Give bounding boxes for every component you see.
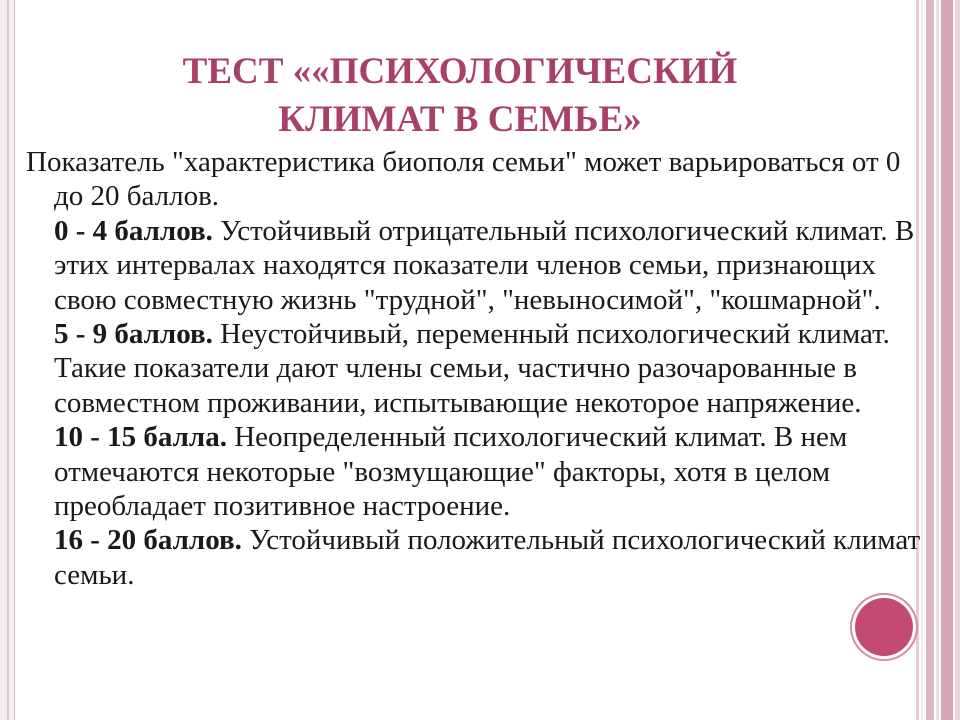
- range-label: 0 - 4 баллов.: [54, 214, 213, 247]
- stripe: [941, 0, 953, 720]
- range-label: 10 - 15 балла.: [54, 421, 227, 454]
- left-border-frame: [0, 0, 15, 720]
- range-text: Неустойчивый, переменный психологический климат. Такие показатели дают члены семьи, частично разочарованные в совместном проживании, испытывающие некоторое напряжение.: [54, 318, 890, 419]
- range-paragraph-16-20: [26, 523, 926, 592]
- range-label: 5 - 9 баллов.: [54, 318, 213, 351]
- intro-paragraph: Показатель "характеристика биополя семьи" может варьироваться от 0 до 20 баллов.: [26, 146, 901, 213]
- pink-circle-decoration: [855, 598, 913, 656]
- range-text: Устойчивый отрицательный психологический климат. В этих интервалах находятся показатели членов семьи, признающих свою совместную жизнь "трудной", "невыносимой", "кошмарной".: [54, 214, 915, 316]
- range-paragraph-10-15: [26, 420, 926, 523]
- range-text: Устойчивый положительный психологический климат семьи.: [54, 524, 921, 591]
- title-line-2: КЛИМАТ В СЕМЬЕ»: [278, 99, 642, 140]
- range-paragraph-0-4: [26, 214, 926, 317]
- title-line-1: ТЕСТ ««ПСИХОЛОГИЧЕСКИЙ: [182, 51, 738, 92]
- left-border-line: [7, 0, 9, 720]
- range-paragraph-5-9: [26, 317, 926, 420]
- stripe: [936, 0, 939, 720]
- slide-body: [26, 145, 926, 592]
- range-text: Неопределенный психологический климат. В нем отмечаются некоторые "возмущающие" факторы, хотя в целом преобладает позитивное настроение.: [54, 421, 848, 523]
- range-label: 16 - 20 баллов.: [54, 524, 242, 557]
- stripe: [926, 0, 934, 720]
- stripe: [955, 0, 960, 720]
- slide-title: [40, 48, 880, 144]
